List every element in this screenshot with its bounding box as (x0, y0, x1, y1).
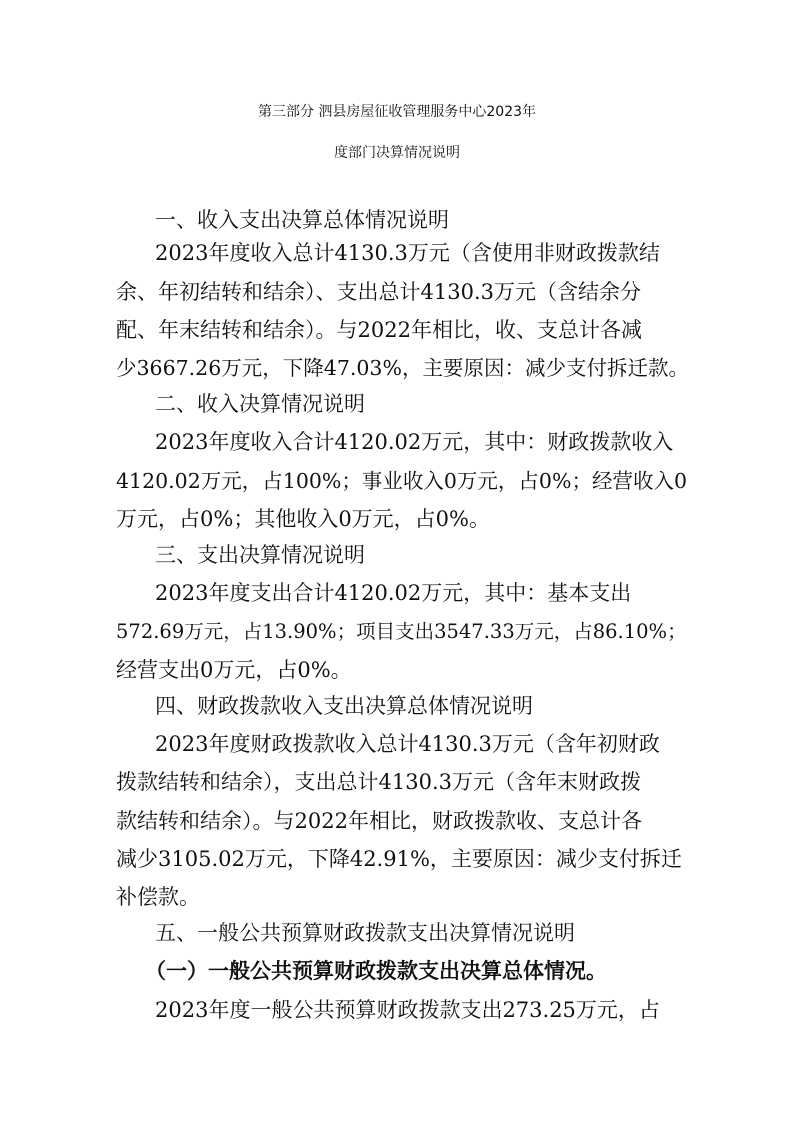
paragraph-line: 拨款结转和结余），支出总计4130.3万元（含年末财政拨 (116, 770, 641, 794)
document-title-line-2: 度部门决算情况说明 (334, 145, 460, 161)
paragraph-line: 2023年度支出合计4120.02万元，其中：基本支出 (155, 581, 632, 605)
document-title-line-1: 第三部分 泗县房屋征收管理服务中心2023年 (257, 104, 537, 120)
section-heading-2: 二、收入决算情况说明 (155, 392, 365, 416)
paragraph-line: 补偿款。 (116, 885, 200, 909)
paragraph-line: 配、年末结转和结余）。与2022年相比，收、支总计各减 (116, 318, 642, 342)
section-heading-3: 三、支出决算情况说明 (155, 543, 365, 567)
paragraph-line: 572.69万元，占13.90%；项目支出3547.33万元，占86.10%； (116, 620, 687, 643)
paragraph-line: 余、年初结转和结余）、支出总计4130.3万元（含结余分 (116, 280, 641, 304)
paragraph-line: 2023年度收入总计4130.3万元（含使用非财政拨款结 (155, 241, 660, 265)
subsection-heading: （一）一般公共预算财政拨款支出决算总体情况。 (145, 959, 607, 983)
paragraph-line: 少3667.26万元，下降47.03%，主要原因：减少支付拆迁款。 (116, 356, 689, 380)
paragraph-line: 2023年度财政拨款收入总计4130.3万元（含年初财政 (155, 732, 660, 756)
paragraph-line: 经营支出0万元，占0%。 (116, 658, 352, 682)
paragraph-line: 款结转和结余）。与2022年相比，财政拨款收、支总计各 (116, 809, 642, 833)
section-heading-1: 一、收入支出决算总体情况说明 (155, 208, 449, 232)
paragraph-line: 4120.02万元，占100%；事业收入0万元，占0%；经营收入0 (116, 469, 687, 493)
paragraph-line: 2023年度收入合计4120.02万元，其中：财政拨款收入 (155, 430, 674, 454)
paragraph-line: 减少3105.02万元，下降42.91%，主要原因：减少支付拆迁 (116, 847, 682, 871)
paragraph-line: 万元，占0%；其他收入0万元，占0%。 (116, 507, 490, 531)
section-heading-4: 四、财政拨款收入支出决算总体情况说明 (155, 694, 533, 718)
paragraph-line: 2023年度一般公共预算财政拨款支出273.25万元，占 (155, 998, 660, 1022)
section-heading-5: 五、一般公共预算财政拨款支出决算情况说明 (155, 921, 575, 945)
